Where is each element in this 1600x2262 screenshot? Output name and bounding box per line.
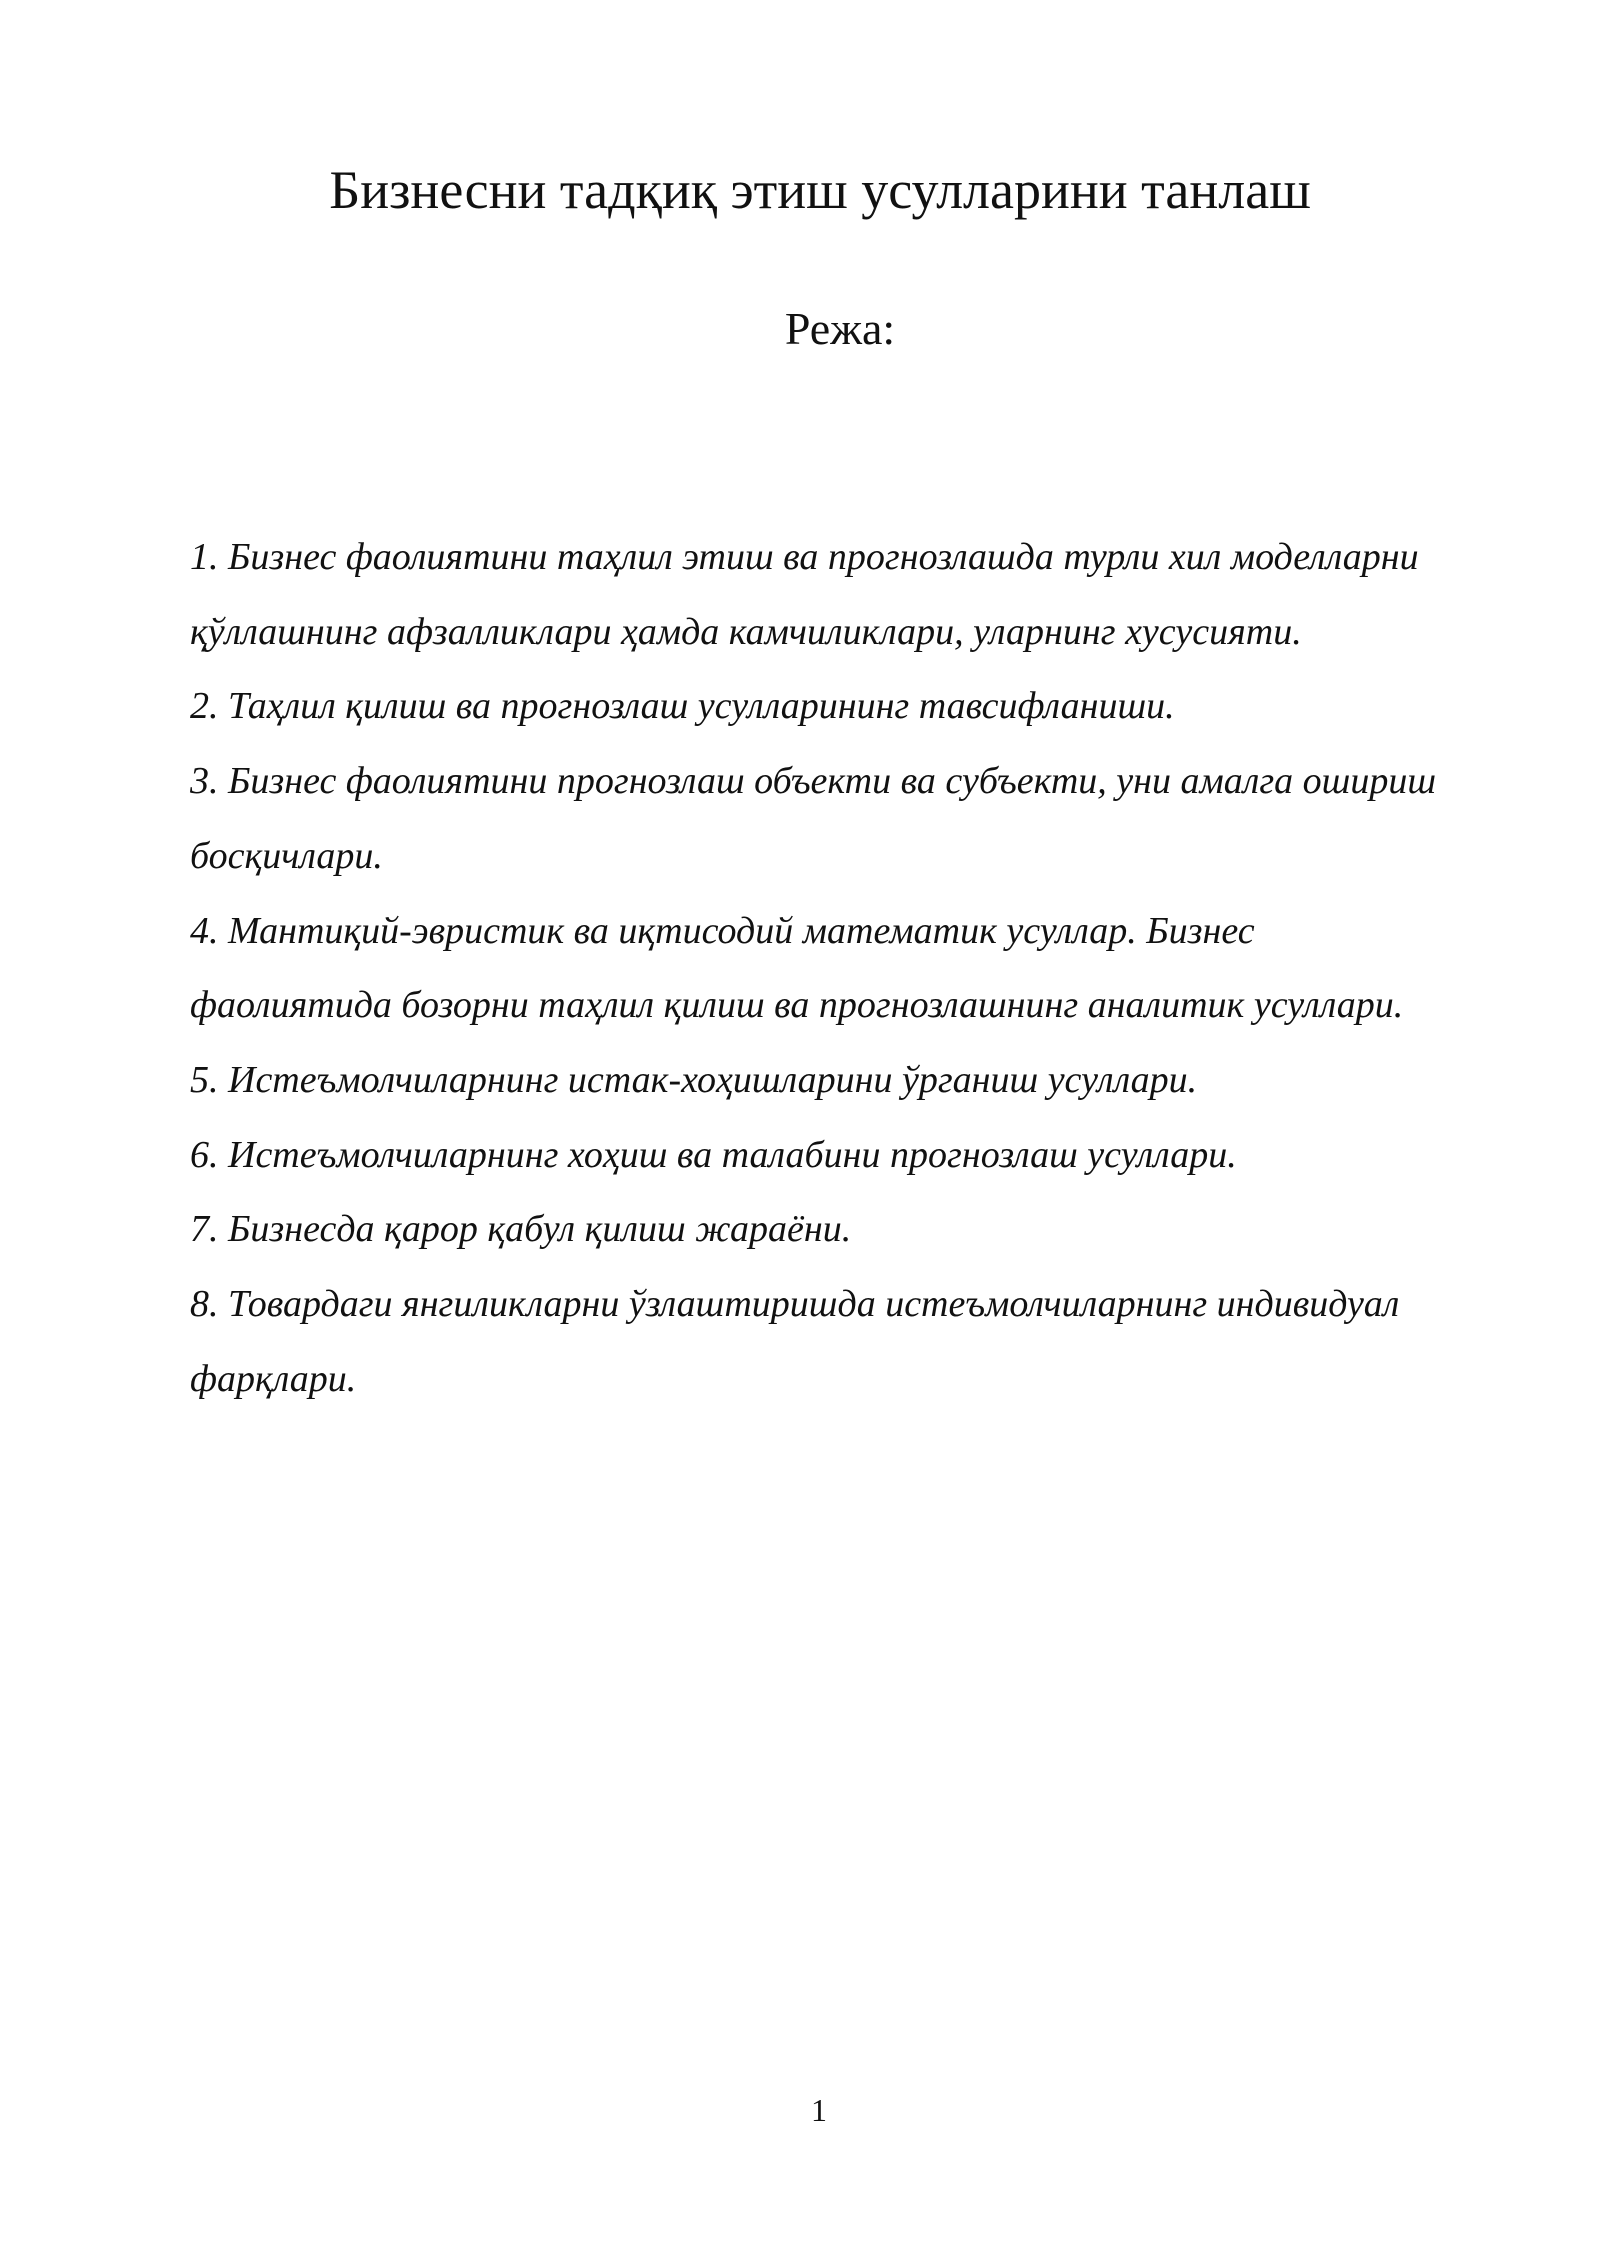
plan-item: 2. Таҳлил қилиш ва прогнозлаш усулларининг тавсифланиши. <box>190 685 1175 728</box>
plan-item: 3. Бизнес фаолиятини прогнозлаш объекти ва субъекти, уни амалга ошириш босқичлари. <box>190 760 1437 877</box>
plan-item: 4. Мантиқий-эвристик ва иқтисодий математик усуллар. Бизнес фаолиятида бозорни таҳлил қилиш ва прогнозлашнинг аналитик усуллари. <box>190 909 1404 1027</box>
plan-list <box>190 520 1450 1416</box>
plan-heading: Режа: <box>784 303 896 354</box>
plan-item: 7. Бизнесда қарор қабул қилиш жараёни. <box>190 1208 852 1251</box>
plan-item: 8. Товардаги янгиликларни ўзлаштиришда истеъмолчиларнинг индивидуал фарқлари. <box>190 1283 1400 1400</box>
page-number: 1 <box>811 2092 827 2128</box>
document-title: Бизнесни тадқиқ этиш усулларини танлаш <box>329 160 1311 220</box>
plan-item: 6. Истеъмолчиларнинг хоҳиш ва талабини прогнозлаш усуллари. <box>190 1133 1237 1176</box>
plan-item: 1. Бизнес фаолиятини таҳлил этиш ва прогнозлашда турли хил моделларни қўллашнинг афзалликлари ҳамда камчиликлари, уларнинг хусусияти. <box>190 536 1419 653</box>
plan-item: 5. Истеъмолчиларнинг истак-хоҳишларини ўрганиш усуллари. <box>190 1058 1198 1101</box>
